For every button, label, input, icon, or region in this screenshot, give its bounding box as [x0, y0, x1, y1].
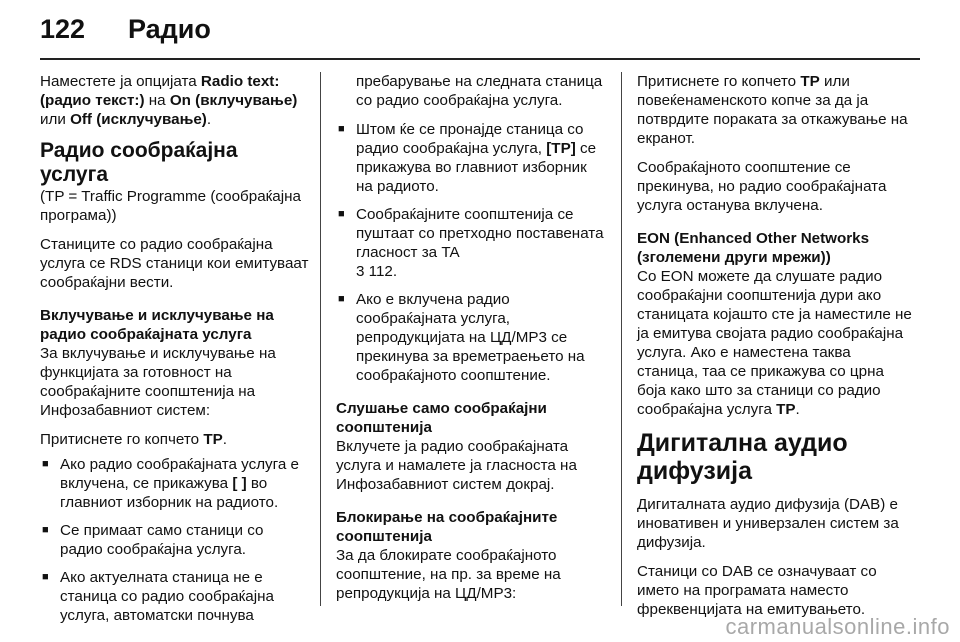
tp-heading: Радио сообраќајна услуга	[40, 139, 238, 186]
tp-heading-sub: (TP = Traffic Programme (сообраќајна програма))	[40, 188, 301, 224]
list-item: ■ Се примаат само станици со радио сообраќајна услуга.	[40, 521, 310, 559]
column-divider-1	[320, 72, 321, 606]
column-divider-2	[621, 72, 622, 606]
header-rule	[40, 58, 920, 60]
page-reference: 3 112.	[356, 263, 398, 280]
tp-heading-block	[40, 139, 310, 225]
block-subheading: Блокирање на сообраќајните соопштенија	[336, 509, 558, 545]
tp-on-off-subheading: Вклучување и исклучување на радио сообраќајната услуга	[40, 307, 274, 343]
eon-text: Со EON можете да слушате радио сообраќајни соопштенија дури ако станицата којашто сте ја наместиле не ја емитува својата радио сообраќајна услуга. Ако е наместена таква станица, таа се прикажува со црна боја како што за станици со радио сообраќајна услуга TP.	[637, 268, 912, 418]
page-number: 122	[40, 14, 86, 44]
tp-on-off-text: За вклучување и исклучување на функцијата за готовност на сообраќајните соопштенија на Инфозабавниот систем:	[40, 345, 276, 419]
column-1	[40, 72, 310, 634]
interrupt-text: Сообраќајното соопштение се прекинува, но радио сообраќајната услуга останува вклучена.	[637, 159, 887, 214]
listen-only-subheading: Слушање само сообраќајни соопштенија	[336, 400, 547, 436]
eon-subheading: EON (Enhanced Other Networks (зголемени други мрежи))	[637, 230, 870, 266]
list-item: ■ Ако актуелната станица не е станица со радио сообраќајна услуга, автоматски почнува	[40, 568, 310, 625]
tp-description: Станиците со радио сообраќајна услуга се RDS станици кои емитуваат сообраќајни вести.	[40, 236, 309, 291]
radio-text-intro: Наместете ја опцијата Radio text: (радио текст:) на On (вклучување) или Off (исклучување).	[40, 73, 298, 128]
watermark: carmanualsonline.info	[725, 614, 950, 639]
press-tp-text: Притиснете го копчето TP.	[40, 431, 227, 448]
list-item: ■ Ако е вклучена радио сообраќајната услуга, репродукцијата на ЦД/MP3 се прекинува за времетраењето на сообраќајното соопштение.	[336, 290, 606, 385]
block-text: За да блокирате сообраќајното соопштение, на пр. за време на репродукција на ЦД/MP3:	[336, 547, 561, 602]
bullet-continuation: пребарување на следната станица со радио сообраќајна услуга.	[356, 73, 603, 109]
dab-intro: Дигиталната аудио дифузија (DAB) е иновативен и универзален систем за дифузија.	[637, 496, 899, 551]
list-item: ■ Ако радио сообраќајната услуга е вклучена, се прикажува [ ] во главниот изборник на радиото.	[40, 455, 310, 512]
tp-bullet-list-2	[336, 120, 606, 385]
column-3	[637, 72, 913, 629]
list-item: ■ Штом ќе се пронајде станица со радио сообраќајна услуга, [TP] се прикажува во главниот изборник на радиото.	[336, 120, 606, 196]
list-item: ■ Сообраќајните соопштенија се пуштаат со претходно поставената гласност за TA 3 112.	[336, 205, 606, 281]
dab-stations: Станици со DAB се означуваат со името на програмата наместо фреквенцијата на емитувањето.	[637, 563, 877, 618]
column-2	[336, 72, 606, 613]
section-title: Радио	[128, 14, 211, 44]
dab-heading: Дигитална аудио дифузија	[637, 429, 848, 485]
tp-bullet-list	[40, 455, 310, 625]
cancel-text: Притиснете го копчето TP или повеќенаменското копче за да ја потврдите пораката за откажување на екранот.	[637, 73, 908, 147]
listen-only-text: Вклучете ја радио сообраќајната услуга и намалете ја гласноста на Инфозабавниот систем докрај.	[336, 438, 577, 493]
